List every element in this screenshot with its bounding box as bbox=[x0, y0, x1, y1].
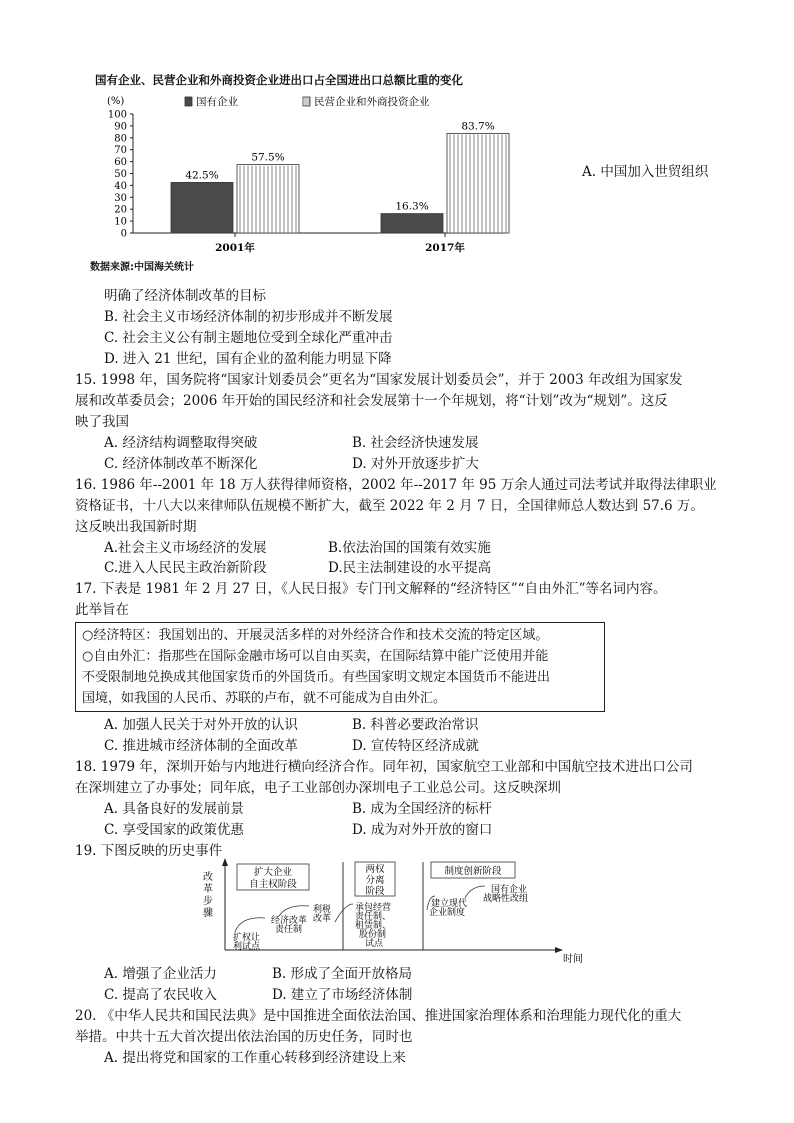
q16-option-a[interactable]: A.社会主义市场经济的发展 bbox=[104, 540, 267, 556]
chart-y-tick-label: 60 bbox=[114, 157, 127, 169]
q18-option-a[interactable]: A. 具备良好的发展前景 bbox=[104, 801, 244, 817]
q17-box-line4: 国境，如我国的人民币、苏联的卢布，就不可能成为自由外汇。 bbox=[82, 691, 447, 706]
s1-arrow-1 bbox=[235, 918, 265, 932]
q14-option-b[interactable]: B. 社会主义市场经济体制的初步形成并不断发展 bbox=[104, 309, 393, 325]
q14-option-c[interactable]: C. 社会主义公有制主题地位受到全球化严重冲击 bbox=[104, 330, 393, 346]
q14-option-a-continued: 明确了经济体制改革的目标 bbox=[104, 288, 266, 304]
s3b-label-1: 国有企业 bbox=[491, 885, 528, 895]
q17-option-c[interactable]: C. 推进城市经济体制的全面改革 bbox=[104, 738, 298, 754]
q19-stem-line1: 19. 下图反映的历史事件 bbox=[75, 843, 223, 859]
q15-option-b[interactable]: B. 社会经济快速发展 bbox=[352, 435, 479, 451]
q17-box-line2: ○自由外汇：指那些在国际金融市场可以自由买卖，在国际结算中能广泛使用并能 bbox=[82, 649, 549, 664]
chart-y-tick-label: 30 bbox=[114, 192, 127, 204]
legend-label-0: 国有企业 bbox=[196, 96, 238, 108]
s2a-label-4: 股份制 bbox=[359, 930, 387, 940]
q18-option-b[interactable]: B. 成为全国经济的标杆 bbox=[352, 801, 493, 817]
q19-option-d[interactable]: D. 建立了市场经济体制 bbox=[272, 987, 413, 1003]
legend-label-1: 民营企业和外商投资企业 bbox=[314, 96, 430, 108]
chart-bar-state-1 bbox=[381, 214, 443, 233]
s1a-label-2: 利试点 bbox=[233, 942, 261, 952]
s3b-label-2: 战略性改组 bbox=[483, 894, 529, 904]
s2a-label-2: 责任制、 bbox=[355, 912, 392, 922]
bar-chart bbox=[85, 88, 525, 258]
q17-option-d[interactable]: D. 宣传特区经济成就 bbox=[352, 738, 479, 754]
chart-title: 国有企业、民营企业和外商投资企业进出口占全国进出口总额比重的变化 bbox=[95, 73, 463, 87]
stage2-label-3: 阶段 bbox=[365, 886, 385, 897]
q16-stem-line3: 这反映出我国新时期 bbox=[75, 519, 197, 535]
q15-stem-line2: 展和改革委员会；2006 年开始的国民经济和社会发展第十一个年规划，将“计划”改为“规划”。这反 bbox=[75, 393, 668, 409]
chart-data-label: 83.7% bbox=[461, 120, 495, 133]
q18-stem-line2: 在深圳建立了办事处；同年底，电子工业部创办深圳电子工业总公司。这反映深圳 bbox=[75, 780, 561, 796]
s2a-label-5: 试点 bbox=[365, 939, 384, 949]
s1-arrow-2 bbox=[279, 906, 309, 916]
s3a-label-2: 企业制度 bbox=[429, 908, 466, 918]
stage1-label-2: 自主权阶段 bbox=[249, 879, 297, 890]
s1b-label-2: 责任制 bbox=[275, 925, 303, 935]
q17-box-line3: 不受限制地兑换成其他国家货币的外国货币。有些国家明文规定本国货币不能进出 bbox=[82, 670, 551, 685]
chart-data-label: 42.5% bbox=[185, 169, 219, 182]
q14-option-a[interactable]: A. 中国加入世贸组织 bbox=[582, 164, 709, 180]
q15-option-d[interactable]: D. 对外开放逐步扩大 bbox=[352, 456, 479, 472]
chart-y-tick-label: 20 bbox=[114, 204, 127, 216]
q16-stem-line1: 16. 1986 年--2001 年 18 万人获得律师资格，2002 年--2017 年 95 万余人通过司法考试并取得法律职业 bbox=[75, 477, 717, 493]
q19-option-b[interactable]: B. 形成了全面开放格局 bbox=[272, 966, 413, 982]
reform-steps-diagram bbox=[195, 858, 585, 965]
diagram-y-label-4: 骤 bbox=[203, 908, 213, 919]
chart-bar-state-0 bbox=[171, 182, 233, 233]
q19-option-a[interactable]: A. 增强了企业活力 bbox=[104, 966, 217, 982]
chart-y-tick-label: 0 bbox=[120, 228, 127, 240]
stage2-label-2: 分离 bbox=[365, 875, 385, 886]
chart-x-tick-label: 2001年 bbox=[215, 242, 255, 254]
chart-data-label: 57.5% bbox=[251, 151, 285, 164]
stage3-label: 制度创新阶段 bbox=[444, 866, 502, 877]
chart-y-tick-label: 80 bbox=[114, 133, 127, 145]
stage1-label-1: 扩大企业 bbox=[253, 867, 293, 878]
diagram-y-label-1: 改 bbox=[203, 872, 213, 883]
s1c-label-2: 改革 bbox=[313, 914, 332, 924]
q16-option-b[interactable]: B.依法治国的国策有效实施 bbox=[328, 540, 491, 556]
chart-y-tick-label: 70 bbox=[114, 145, 127, 157]
q16-option-d[interactable]: D.民主法制建设的水平提高 bbox=[328, 560, 492, 576]
q18-option-d[interactable]: D. 成为对外开放的窗口 bbox=[352, 822, 493, 838]
s2a-label-1: 承包经营 bbox=[355, 903, 392, 913]
q15-stem-line1: 15. 1998 年，国务院将“国家计划委员会”更名为“国家发展计划委员会”，并于 2003 年改组为国家发 bbox=[75, 372, 683, 388]
chart-y-tick-label: 90 bbox=[114, 121, 127, 133]
chart-x-tick-label: 2017年 bbox=[425, 242, 465, 254]
s3a-label-1: 建立现代 bbox=[431, 899, 468, 909]
diagram-x-label: 时间 bbox=[563, 954, 583, 965]
q15-option-a[interactable]: A. 经济结构调整取得突破 bbox=[104, 435, 258, 451]
diagram-y-label-3: 步 bbox=[203, 896, 213, 907]
q17-option-a[interactable]: A. 加强人民关于对外开放的认识 bbox=[104, 717, 298, 733]
q18-stem-line1: 18. 1979 年，深圳开始与内地进行横向经济合作。同年初，国家航空工业部和中国航空技术进出口公司 bbox=[75, 759, 693, 775]
q18-option-c[interactable]: C. 享受国家的政策优惠 bbox=[104, 822, 244, 838]
chart-y-axis-label: (%) bbox=[107, 96, 125, 107]
q15-stem-line3: 映了我国 bbox=[75, 414, 129, 430]
q17-stem-line2: 此举旨在 bbox=[75, 602, 129, 618]
stage2-label-1: 两权 bbox=[365, 864, 385, 875]
s1b-label-1: 经济改革 bbox=[271, 916, 308, 926]
chart-y-tick-label: 50 bbox=[114, 169, 127, 180]
q17-box-line1: ○经济特区：我国划出的、开展灵活多样的对外经济合作和技术交流的特定区域。 bbox=[82, 628, 549, 643]
chart-source: 数据来源:中国海关统计 bbox=[90, 262, 194, 273]
q20-stem-line2: 举措。中共十五大首次提出依法治国的历史任务，同时也 bbox=[75, 1029, 413, 1045]
chart-y-tick-label: 100 bbox=[107, 109, 127, 121]
q17-definition-box bbox=[75, 622, 605, 712]
q17-stem-line1: 17. 下表是 1981 年 2 月 27 日，《人民日报》专门刊文解释的“经济特区”“自由外汇”等名词内容。 bbox=[75, 581, 667, 597]
q17-option-b[interactable]: B. 科普必要政治常识 bbox=[352, 717, 479, 733]
chart-y-tick-label: 10 bbox=[114, 216, 127, 228]
s2-arrow bbox=[335, 904, 353, 922]
y-axis-arrow-icon bbox=[222, 858, 228, 866]
q20-stem-line1: 20. 《中华人民共和国民法典》是中国推进全面依法治国、推进国家治理体系和治理能力现代化的重大 bbox=[75, 1008, 682, 1024]
q15-option-c[interactable]: C. 经济体制改革不断深化 bbox=[104, 456, 258, 472]
chart-y-tick-label: 40 bbox=[114, 180, 127, 192]
diagram-y-label-2: 革 bbox=[203, 884, 213, 895]
q20-option-a[interactable]: A. 提出将党和国家的工作重心转移到经济建设上来 bbox=[104, 1050, 406, 1066]
legend-swatch-0 bbox=[185, 97, 192, 106]
s2a-label-3: 租赁制、 bbox=[355, 921, 392, 931]
q16-stem-line2: 资格证书，十八大以来律师队伍规模不断扩大，截至 2022 年 2 月 7 日，全国律师总人数达到 57.6 万。 bbox=[75, 498, 704, 514]
chart-data-label: 16.3% bbox=[395, 200, 429, 213]
s1a-label-1: 扩权让 bbox=[233, 933, 261, 943]
x-axis-arrow-icon bbox=[555, 947, 563, 953]
q19-option-c[interactable]: C. 提高了农民收入 bbox=[104, 987, 217, 1003]
s1c-label-1: 利税 bbox=[313, 905, 332, 915]
q16-option-c[interactable]: C.进入人民民主政治新阶段 bbox=[104, 560, 267, 576]
q14-option-d[interactable]: D. 进入 21 世纪，国有企业的盈利能力明显下降 bbox=[104, 351, 392, 367]
s3-arrow-2 bbox=[465, 886, 485, 898]
